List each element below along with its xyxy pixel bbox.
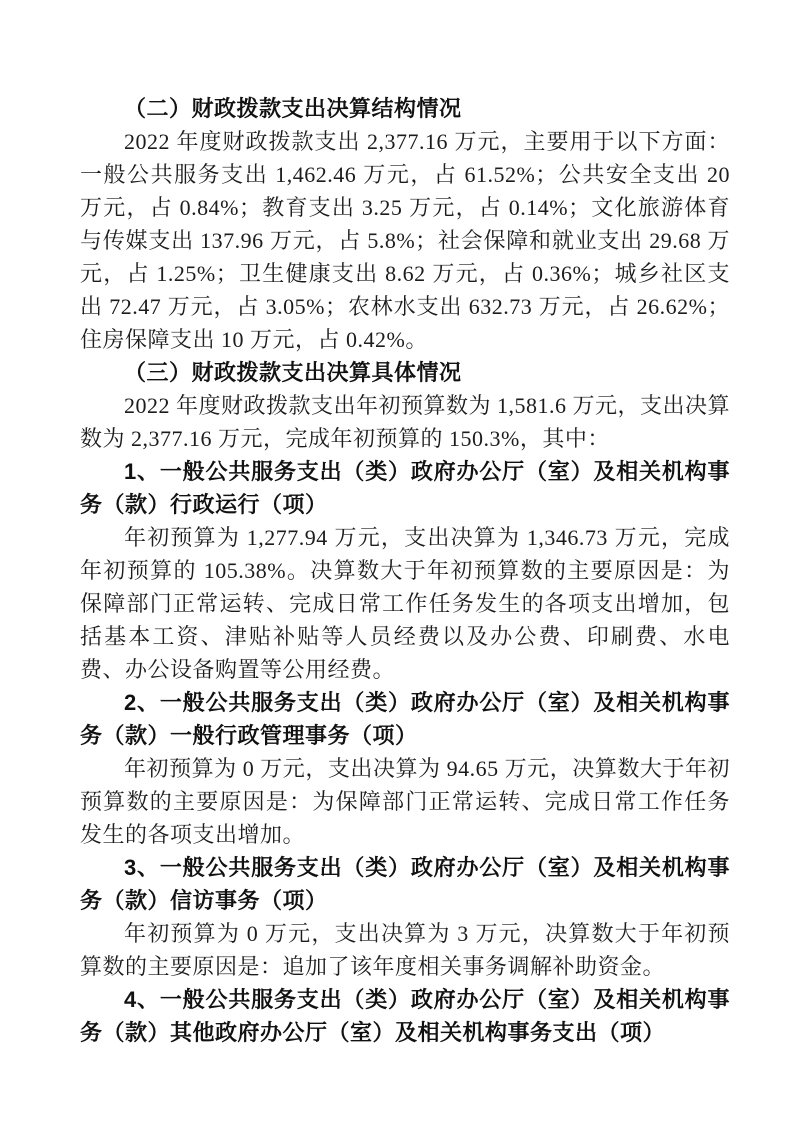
item-1-detail: 年初预算为 1,277.94 万元，支出决算为 1,346.73 万元，完成年初预算的 105.38%。决算数大于年初预算数的主要原因是：为保障部门正常运转、完成日常工作任务发生的各项支出增加，包括基本工资、津贴补贴等人员经费以及办公费、印刷费、水电费、办公设备购置等公用经费。	[80, 525, 730, 682]
section-heading-3: （三）财政拨款支出决算具体情况	[124, 360, 462, 385]
item-2-detail: 年初预算为 0 万元，支出决算为 94.65 万元，决算数大于年初预算数的主要原因是：为保障部门正常运转、完成日常工作任务发生的各项支出增加。	[80, 756, 730, 847]
item-4-heading: 4、一般公共服务支出（类）政府办公厅（室）及相关机构事务（款）其他政府办公厅（室）及相关机构事务支出（项）	[80, 987, 730, 1045]
section-heading-2: （二）财政拨款支出决算结构情况	[124, 96, 462, 121]
item-3-heading: 3、一般公共服务支出（类）政府办公厅（室）及相关机构事务（款）信访事务（项）	[80, 855, 730, 913]
item-2-heading: 2、一般公共服务支出（类）政府办公厅（室）及相关机构事务（款）一般行政管理事务（项）	[80, 690, 730, 748]
item-1-heading: 1、一般公共服务支出（类）政府办公厅（室）及相关机构事务（款）行政运行（项）	[80, 459, 730, 517]
paragraph-budget-summary: 2022 年度财政拨款支出年初预算数为 1,581.6 万元，支出决算数为 2,377.16 万元，完成年初预算的 150.3%，其中：	[80, 393, 731, 451]
paragraph-expenditure-structure: 2022 年度财政拨款支出 2,377.16 万元，主要用于以下方面：一般公共服务支出 1,462.46 万元，占 61.52%；公共安全支出 20 万元，占 0.84%；教育支出 3.25 万元，占 0.14%；文化旅游体育与传媒支出 137.96 万元，占 5.8%；社会保障和就业支出 29.68 万元，占 1.25%；卫生健康支出 8.62 万元，占 0.36%；城乡社区支出 72.47 万元，占 3.05%；农林水支出 632.73 万元，占 26.62%；住房保障支出 10 万元，占 0.42%。	[80, 129, 730, 352]
document-body	[80, 92, 730, 1049]
item-3-detail: 年初预算为 0 万元，支出决算为 3 万元，决算数大于年初预算数的主要原因是：追加了该年度相关事务调解补助资金。	[80, 921, 730, 979]
